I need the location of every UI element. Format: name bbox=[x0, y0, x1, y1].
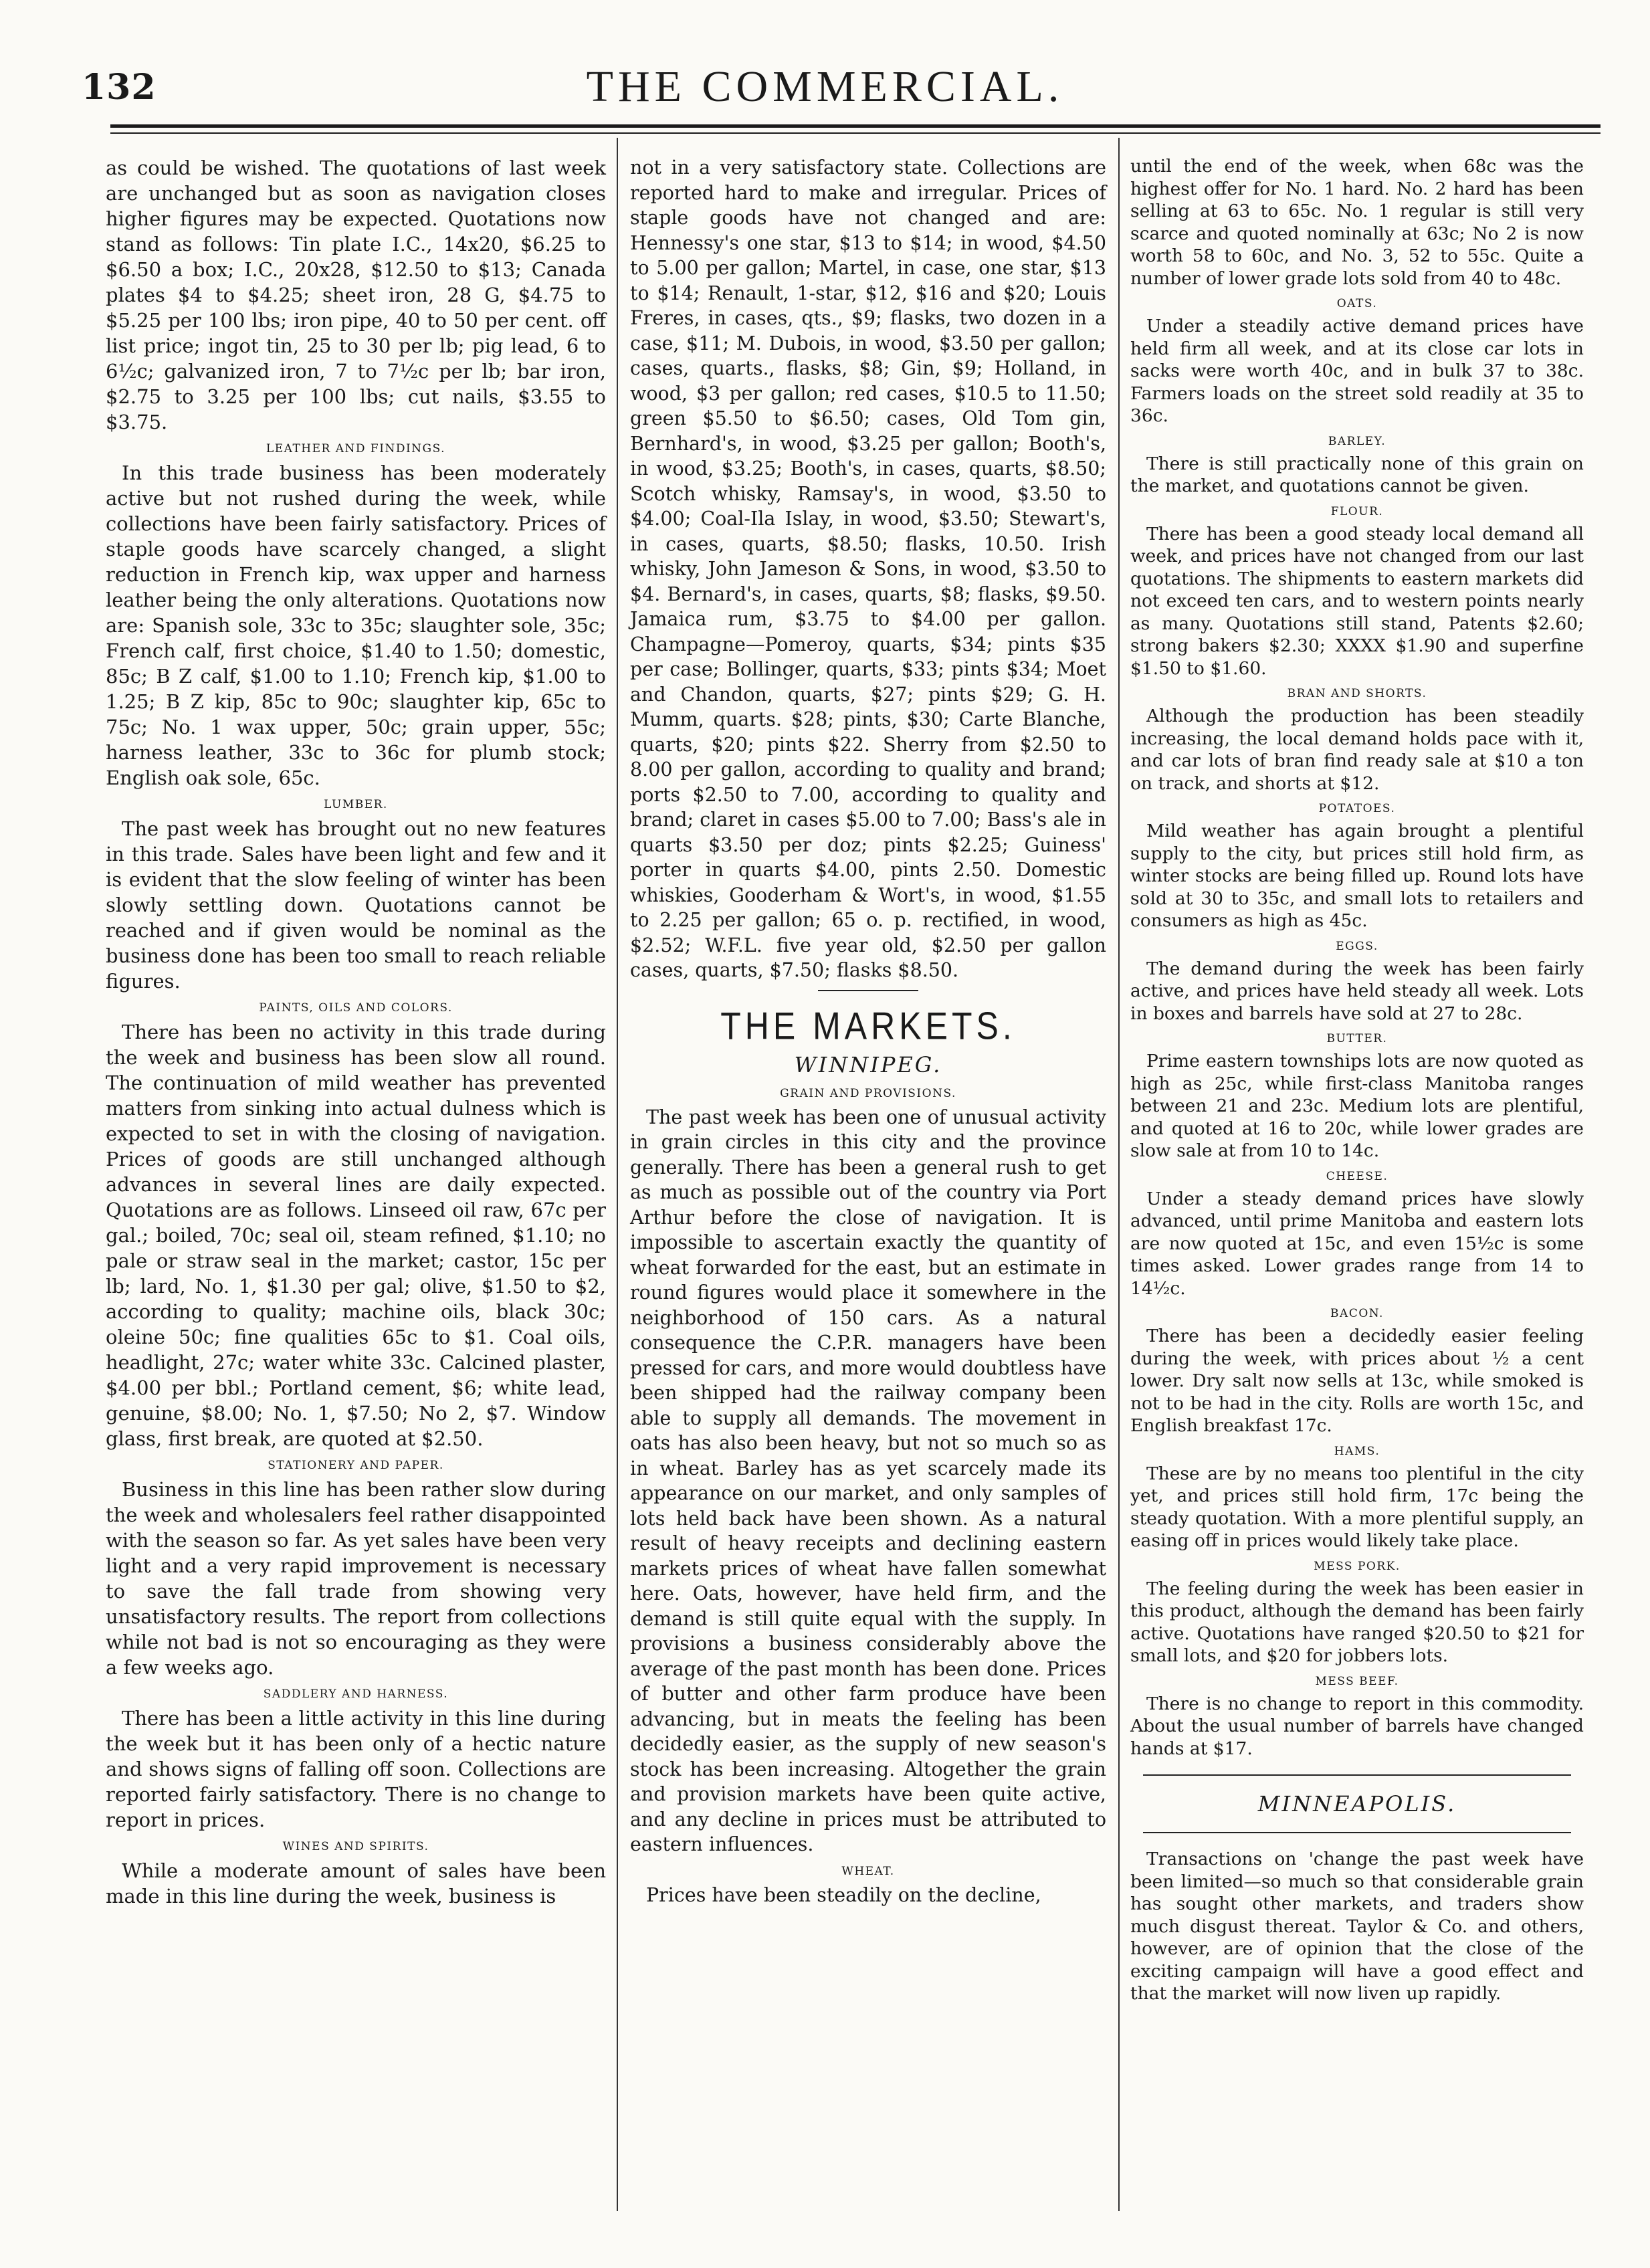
lumber-heading: LUMBER. bbox=[324, 798, 388, 811]
potatoes-paragraph: Mild weather has again brought a plentiful supply to the city, but prices still hold firm, as winter stocks are being filled up. Round lots have sold at 30 to 35c, and small lots to retailers and consumers as high as 45c. bbox=[1130, 821, 1584, 931]
wines-paragraph-continued: not in a very satisfactory state. Collections are reported hard to make and irregular. Prices of staple goods have not changed and are: Hennessy's one star, $13 to $14; in wood, $4.50 to 5.00 per gallon; Martel, in case, one star, $13 to $14; Renault, 1-star, $12, $16 and $20; Louis Freres, in cases, qts., $9; flasks, two dozen in a case, $11; M. Dubois, in wood, $3.50 per gallon; cases, quarts., flasks, $8; Gin, $9; Holland, in wood, $3 per gallon; red cases, $10.5 to 11.50; green $5.50 to $6.50; cases, Old Tom gin, Bernhard's, in wood, $3.25 per gallon; Booth's, in wood, $3.25; Booth's, in cases, quarts, $8.50; Scotch whisky, Ramsay's, in wood, $3.50 to $4.00; Coal-Ila Islay, in wood, $3.50; Stewart's, in cases, quarts, $8.50; flasks, 10.50. Irish whisky, John Jameson & Sons, in wood, $3.50 to $4. Bernard's, in cases, quarts, $8; flasks, $9.50. Jamaica rum, $3.75 to $4.00 per gallon. Champagne—Pomeroy, quarts, $34; pints $35 per case; Bollinger, quarts, $33; pints $34; Moet and Chandon, quarts, $27; pints $29; G. H. Mumm, quarts. $28; pints, $30; Carte Blanche, quarts, $20; pints $22. Sherry from $2.50 to 8.00 per gallon, according to quality and brand; ports $2.50 to 7.00, according to quality and brand; claret in cases $5.00 to 7.00; Bass's ale in quarts $3.50 per doz; pints $2.25; Guiness' porter in quarts $4.00, pints 2.50. Domestic whiskies, Gooderham & Wort's, in wood, $1.55 to 2.25 per gallon; 65 o. p. rectified, in wood, $2.52; W.F.L. five year old, $2.50 per gallon cases, quarts, $7.50; flasks $8.50. bbox=[630, 157, 1106, 981]
saddlery-heading: SADDLERY AND HARNESS. bbox=[263, 1687, 449, 1701]
mess-beef-paragraph: There is no change to report in this commodity. About the usual number of barrels have changed hands at $17. bbox=[1130, 1693, 1584, 1759]
page-number: 132 bbox=[82, 67, 157, 108]
mess-pork-heading: MESS PORK. bbox=[1314, 1559, 1401, 1573]
stationery-heading: STATIONERY AND PAPER. bbox=[268, 1459, 444, 1472]
column-divider-2 bbox=[1118, 138, 1120, 2211]
bacon-heading: BACON. bbox=[1330, 1307, 1384, 1320]
butter-paragraph: Prime eastern townships lots are now quoted as high as 25c, while first-class Manitoba ranges between 21 and 23c. Medium lots are plentiful, and quoted at 16 to 20c, while lower grades are slow sale at from 10 to 14c. bbox=[1130, 1051, 1584, 1161]
section-divider bbox=[1143, 1832, 1571, 1833]
minneapolis-heading: MINNEAPOLIS. bbox=[1257, 1791, 1457, 1817]
hams-paragraph: These are by no means too plentiful in the city yet, and prices still hold firm, 17c being the steady quotation. With a more plentiful supply, an easing off in prices would likely take place. bbox=[1130, 1463, 1584, 1551]
column-3 bbox=[1130, 155, 1584, 2005]
potatoes-heading: POTATOES. bbox=[1318, 802, 1396, 815]
grain-paragraph: The past week has been one of unusual activity in grain circles in this city and the province generally. There has been a general rush to get as much as possible out of the country via Port Arthur before the close of navigation. It is impossible to ascertain exactly the quantity of wheat forwarded for the east, but an estimate in round figures would place it somewhere in the neighborhood of 150 cars. As a natural consequence the C.P.R. managers have been pressed for cars, and more would doubtless have been shipped had the railway company been able to supply all demands. The movement in oats has also been heavy, but not so much so as in wheat. Barley has as yet scarcely made its appearance on our market, and only samples of lots held back have been shown. As a natural result of heavy receipts and declining eastern markets prices of wheat have fallen somewhat here. Oats, however, have held firm, and the demand is still quite equal with the supply. In provisions a business considerably above the average of the past month has been done. Prices of butter and other farm produce have been advancing, but in meats the feeling has been decidedly easier, as the supply of new season's stock has been increasing. Altogether the grain and provision markets have been quite active, and any decline in prices must be attributed to eastern influences. bbox=[630, 1106, 1106, 1855]
cheese-heading: CHEESE. bbox=[1326, 1169, 1388, 1183]
bran-heading: BRAN AND SHORTS. bbox=[1287, 687, 1427, 700]
section-divider bbox=[818, 990, 918, 991]
iron-paragraph: as could be wished. The quotations of last week are unchanged but as soon as navigation closes higher figures may be expected. Quotations now stand as follows: Tin plate I.C., 14x20, $6.25 to $6.50 a box; I.C., 20x28, $12.50 to $13; Canada plates $4 to $4.25; sheet iron, 28 G, $4.75 to $5.25 per 100 lbs; iron pipe, 40 to 50 per cent. off list price; ingot tin, 25 to 30 per lb; pig lead, 6 to 6½c; galvanized iron, 7 to 7½c per lb; bar iron, $2.75 to 3.25 per 100 lbs; cut nails, $3.55 to $3.75. bbox=[106, 157, 606, 433]
eggs-paragraph: The demand during the week has been fairly active, and prices have held steady all week. Lots in boxes and barrels have sold at 27 to 28c. bbox=[1130, 958, 1584, 1024]
markets-title: THE MARKETS. bbox=[720, 1004, 1016, 1047]
oats-heading: OATS. bbox=[1336, 297, 1378, 310]
masthead-title: THE COMMERCIAL. bbox=[586, 62, 1064, 111]
stationery-paragraph: Business in this line has been rather slow during the week and wholesalers feel rather disappointed with the season so far. As yet sales have been very light and a very rapid improvement is necessary to save the fall trade from showing very unsatisfactory results. The report from collections while not bad is not so encouraging as they were a few weeks ago. bbox=[106, 1478, 606, 1679]
saddlery-paragraph: There has been a little activity in this line during the week but it has been only of a hectic nature and shows signs of falling off soon. Collections are reported fairly satisfactory. There is no change to report in prices. bbox=[106, 1707, 606, 1831]
flour-paragraph: There has been a good steady local demand all week, and prices have not changed from our last quotations. The shipments to eastern markets did not exceed ten cars, and to western points nearly as many. Quotations still stand, Patents $2.60; strong bakers $2.30; XXXX $1.90 and superfine $1.50 to $1.60. bbox=[1130, 523, 1584, 679]
section-divider bbox=[1143, 1774, 1571, 1776]
bran-paragraph: Although the production has been steadily increasing, the local demand holds pace with it, and car lots of bran find ready sale at $10 a ton on track, and shorts at $12. bbox=[1130, 706, 1584, 794]
paints-paragraph: There has been no activity in this trade during the week and business has been slow all round. The continuation of mild weather has prevented matters from sinking into actual dulness which is expected to set in with the closing of navigation. Prices of goods are still unchanged although advances in several lines are daily expected. Quotations are as follows. Linseed oil raw, 67c per gal.; boiled, 70c; seal oil, steam refined, $1.10; no pale or straw seal in the market; castor, 15c per lb; lard, No. 1, $1.30 per gal; olive, $1.50 to $2, according to quality; machine oils, black 30c; oleine 50c; fine qualities 65c to $1. Coal oils, headlight, 27c; water white 33c. Calcined plaster, $4.00 per bbl.; Portland cement, $6; white lead, genuine, $8.00; No. 1, $7.50; No 2, $7. Window glass, first break, are quoted at $2.50. bbox=[106, 1021, 606, 1450]
butter-heading: BUTTER. bbox=[1326, 1032, 1388, 1045]
cheese-paragraph: Under a steady demand prices have slowly advanced, until prime Manitoba and eastern lots are now quoted at 15c, and even 15½c is some times asked. Lower grades range from 14 to 14½c. bbox=[1130, 1188, 1584, 1299]
wheat-heading: WHEAT. bbox=[841, 1864, 895, 1878]
grain-heading: GRAIN AND PROVISIONS. bbox=[780, 1086, 956, 1100]
column-2 bbox=[630, 155, 1106, 1908]
lumber-paragraph: The past week has brought out no new features in this trade. Sales have been light and few and it is evident that the slow feeling of winter has been slowly settling down. Quotations cannot be reached and if given would be nominal as the business done has been too small to reach reliable figures. bbox=[106, 817, 606, 993]
oats-paragraph: Under a steadily active demand prices have held firm all week, and at its close car lots in sacks were worth 40c, and in bulk 37 to 38c. Farmers loads on the street sold readily at 35 to 36c. bbox=[1130, 316, 1584, 426]
barley-heading: BARLEY. bbox=[1328, 434, 1386, 448]
paints-heading: PAINTS, OILS AND COLORS. bbox=[259, 1001, 453, 1015]
column-divider-1 bbox=[617, 138, 618, 2211]
mess-pork-paragraph: The feeling during the week has been easier in this product, although the demand has been fairly active. Quotations have ranged $20.50 to $21 for small lots, and $20 for jobbers lots. bbox=[1130, 1578, 1584, 1666]
eggs-heading: EGGS. bbox=[1336, 939, 1378, 953]
wines-heading: WINES AND SPIRITS. bbox=[282, 1840, 429, 1853]
wheat-paragraph: Prices have been steadily on the decline, bbox=[646, 1883, 1041, 1906]
wines-paragraph: While a moderate amount of sales have been made in this line during the week, business is bbox=[106, 1859, 606, 1908]
hams-heading: HAMS. bbox=[1334, 1444, 1380, 1458]
minneapolis-paragraph: Transactions on 'change the past week have been limited—so much so that considerable grain has sought other markets, and traders show much disgust thereat. Taylor & Co. and others, however, are of opinion that the close of the exciting campaign will have a good effect and that the market will now liven up rapidly. bbox=[1130, 1849, 1584, 2004]
wheat-paragraph-continued: until the end of the week, when 68c was the highest offer for No. 1 hard. No. 2 hard has been selling at 63 to 65c. No. 1 regular is still very scarce and quoted nominally at 63c; No 2 is now worth 58 to 60c, and No. 3, 52 to 55c. Quite a number of lower grade lots sold from 40 to 48c. bbox=[1130, 156, 1584, 289]
barley-paragraph: There is still practically none of this grain on the market, and quotations cannot be given. bbox=[1130, 453, 1584, 496]
leather-heading: LEATHER AND FINDINGS. bbox=[266, 442, 446, 455]
winnipeg-heading: WINNIPEG. bbox=[794, 1051, 942, 1077]
flour-heading: FLOUR. bbox=[1330, 504, 1384, 518]
header-rule-thick bbox=[110, 124, 1601, 128]
column-1 bbox=[106, 155, 606, 1909]
mess-beef-heading: MESS BEEF. bbox=[1315, 1674, 1399, 1688]
bacon-paragraph: There has been a decidedly easier feeling during the week, with prices about ½ a cent lower. Dry salt now sells at 13c, while smoked is not to be had in the city. Rolls are worth 15c, and English breakfast 17c. bbox=[1130, 1326, 1584, 1436]
header-rule-thin bbox=[110, 132, 1601, 134]
leather-paragraph: In this trade business has been moderately active but not rushed during the week, while collections have been fairly satisfactory. Prices of staple goods have scarcely changed, a slight reduction in French kip, wax upper and harness leather being the only alterations. Quotations now are: Spanish sole, 33c to 35c; slaughter sole, 35c; French calf, first choice, $1.40 to 1.50; domestic, 85c; B Z calf, $1.00 to 1.10; French kip, $1.00 to 1.25; B Z kip, 85c to 90c; slaughter kip, 65c to 75c; No. 1 wax upper, 50c; grain upper, 55c; harness leather, 33c to 36c for plumb stock; English oak sole, 65c. bbox=[106, 461, 606, 789]
